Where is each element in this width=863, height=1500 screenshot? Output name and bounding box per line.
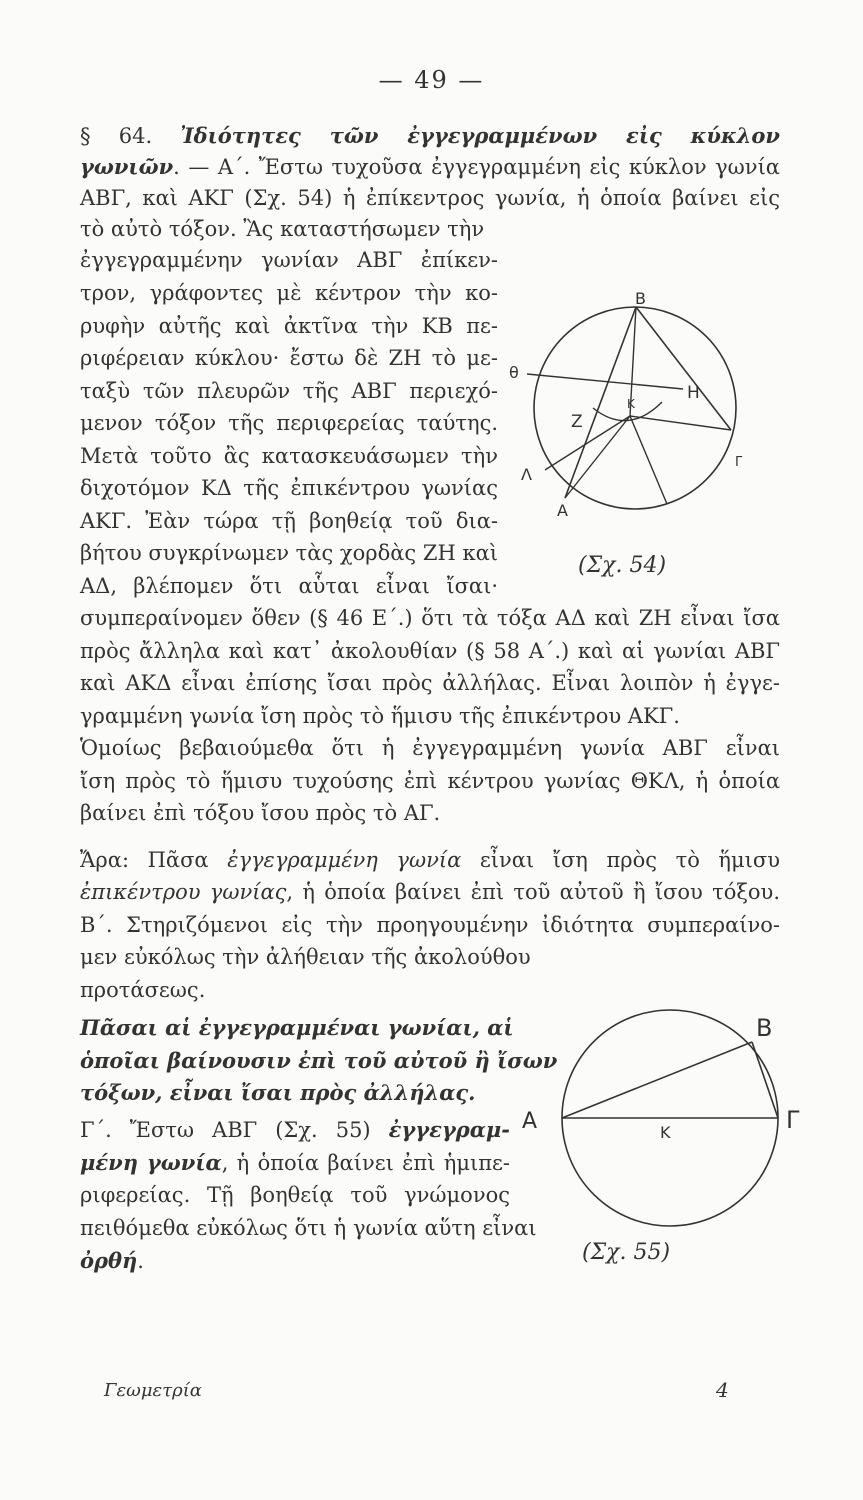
text-line bbox=[80, 474, 498, 502]
text-segment: πρὸς ἄλληλα καὶ κατ᾽ ἀκολουθίαν (§ 58 Α΄.) καὶ αἱ γωνίαι ΑΒΓ bbox=[80, 639, 780, 663]
text-segment: ὀρθή bbox=[80, 1248, 138, 1273]
text-segment: πειθόμεθα εὐκόλως ὅτι ἡ γωνία αὕτη εἶναι bbox=[80, 1216, 537, 1240]
text-segment: συμπεραίνομεν ὅθεν (§ 46 Ε΄.) ὅτι τὰ τόξα ΑΔ καὶ ΖΗ εἶναι ἴσα bbox=[80, 606, 780, 630]
text-segment: ΑΒΓ, καὶ ΑΚΓ (Σχ. 54) ἡ ἐπίκεντρος γωνία, ἡ ὁποία βαίνει εἰς bbox=[80, 186, 780, 210]
text-segment: , ἡ ὁποία βαίνει ἐπὶ τοῦ αὐτοῦ ἢ ἴσου τόξου. bbox=[286, 880, 780, 904]
fig54-label-z: Z bbox=[571, 412, 583, 432]
text-segment: γραμμένη γωνία ἴση πρὸς τὸ ἥμισυ τῆς ἐπικέντρου ΑΚΓ. bbox=[80, 704, 680, 728]
text-line bbox=[80, 1247, 780, 1275]
text-segment: καὶ ΑΚΔ εἶναι ἐπίσης ἴσαι πρὸς ἀλλήλας. Εἶναι λοιπὸν ἡ ἐγγε- bbox=[80, 671, 780, 695]
text-segment: ἐγγεγραμμένην γωνίαν ΑΒΓ ἐπίκεν- bbox=[80, 248, 498, 272]
text-line bbox=[80, 344, 498, 372]
text-segment: τρον, γράφοντες μὲ κέντρον τὴν κο- bbox=[80, 281, 498, 305]
text-segment: Πᾶσαι αἱ ἐγγεγραμμέναι γωνίαι, αἱ bbox=[80, 1015, 514, 1040]
text-line bbox=[80, 279, 498, 307]
fig54-label-a: A bbox=[557, 501, 568, 520]
text-segment: ΑΔ, βλέπομεν ὅτι αὗται εἶναι ἴσαι· bbox=[80, 574, 498, 598]
text-line bbox=[80, 669, 780, 697]
text-line bbox=[80, 1116, 510, 1144]
fig55-label-b: B bbox=[756, 1014, 773, 1042]
text-segment: ΑΚΓ. Ἐὰν τώρα τῇ βοηθείᾳ τοῦ δια- bbox=[80, 509, 498, 533]
fig54-label-l: Λ bbox=[521, 465, 532, 484]
text-segment: εἶναι ἴση πρὸς τὸ ἥμισυ bbox=[461, 848, 780, 872]
footer-signature: 4 bbox=[716, 1378, 729, 1402]
fig54-label-k: K bbox=[627, 397, 635, 411]
text-segment: Β΄. Στηριζόμενοι εἰς τὴν προηγουμένην ἰδιότητα συμπεραίνο- bbox=[80, 913, 780, 937]
text-segment: . — Α΄. Ἔστω τυχοῦσα ἐγγεγραμμένη εἰς κύκλον γωνία bbox=[173, 155, 780, 179]
text-segment: § 64. bbox=[80, 124, 181, 148]
text-segment: τόξων, εἶναι ἴσαι πρὸς ἀλλήλας. bbox=[80, 1080, 476, 1105]
text-line bbox=[80, 911, 780, 939]
fig54-label-b: B bbox=[635, 289, 646, 308]
fig54-label-g: Γ bbox=[735, 455, 743, 470]
text-segment: διχοτόμον ΚΔ τῆς ἐπικέντρου γωνίας bbox=[80, 476, 498, 500]
fig54-label-h: H bbox=[687, 383, 700, 403]
text-line bbox=[80, 799, 780, 827]
text-segment: βήτου συγκρίνωμεν τὰς χορδὰς ΖΗ καὶ bbox=[80, 541, 498, 565]
text-segment: προτάσεως. bbox=[80, 978, 206, 1002]
text-segment: μεν εὐκόλως τὴν ἀλήθειαν τῆς ἀκολούθου bbox=[80, 945, 531, 969]
figure-54-diagram bbox=[505, 290, 765, 530]
text-line bbox=[80, 1014, 514, 1042]
text-segment: ἐγγεγραμμένη γωνία bbox=[227, 848, 462, 872]
text-line bbox=[80, 377, 498, 405]
page-number: — 49 — bbox=[378, 66, 485, 94]
text-line bbox=[80, 1214, 537, 1242]
text-segment: Γ΄. Ἔστω ΑΒΓ (Σχ. 55) bbox=[80, 1118, 389, 1142]
text-line bbox=[80, 153, 780, 181]
text-line bbox=[80, 1047, 558, 1075]
text-segment: ρυφὴν αὐτῆς καὶ ἀκτῖνα τὴν ΚΒ πε- bbox=[80, 314, 498, 338]
text-segment: ριφερείας. Τῇ βοηθείᾳ τοῦ γνώμονος bbox=[80, 1183, 510, 1207]
text-segment: βαίνει ἐπὶ τόξου ἴσου πρὸς τὸ ΑΓ. bbox=[80, 801, 441, 825]
fig54-label-theta: θ bbox=[509, 363, 519, 382]
text-segment: ὁποῖαι βαίνουσιν ἐπὶ τοῦ αὐτοῦ ἢ ἴσων bbox=[80, 1048, 558, 1073]
text-segment: Ἰδιότητες τῶν ἐγγεγραμμένων εἰς κύκλον bbox=[180, 123, 780, 148]
text-segment: γωνιῶν bbox=[80, 154, 174, 179]
text-segment: , ἡ ὁποία βαίνει ἐπὶ ἡμιπε- bbox=[221, 1151, 510, 1175]
text-line bbox=[80, 507, 498, 535]
text-segment: Μετὰ τοῦτο ἂς κατασκευάσωμεν τὴν bbox=[80, 444, 498, 468]
figure-54-caption: (Σχ. 54) bbox=[578, 553, 667, 578]
text-line bbox=[80, 312, 498, 340]
text-segment: . bbox=[137, 1249, 144, 1273]
text-line bbox=[80, 184, 780, 212]
text-line bbox=[80, 572, 498, 600]
fig55-label-k: K bbox=[660, 1123, 671, 1142]
fig55-label-g: Γ bbox=[786, 1106, 800, 1134]
figure-55-caption: (Σχ. 55) bbox=[582, 1240, 671, 1265]
text-segment: ἐπικέντρου γωνίας bbox=[80, 880, 287, 904]
text-line bbox=[80, 637, 780, 665]
text-line bbox=[80, 122, 780, 150]
text-line bbox=[80, 767, 780, 795]
text-line bbox=[80, 1149, 510, 1177]
text-line bbox=[80, 215, 780, 243]
text-line bbox=[80, 246, 498, 274]
text-line bbox=[80, 734, 780, 762]
text-line bbox=[80, 846, 780, 874]
text-segment: τὸ αὐτὸ τόξον. Ἂς καταστήσωμεν τὴν bbox=[80, 217, 485, 241]
text-line bbox=[80, 409, 498, 437]
footer-title: Γεωμετρία bbox=[104, 1380, 202, 1401]
figure-55-diagram bbox=[520, 1000, 820, 1230]
text-segment: μενον τόξον τῆς περιφερείας ταύτης. bbox=[80, 411, 498, 435]
fig55-label-a: A bbox=[522, 1109, 538, 1134]
text-line bbox=[80, 943, 780, 971]
text-line bbox=[80, 604, 780, 632]
text-line bbox=[80, 539, 498, 567]
text-line bbox=[80, 702, 780, 730]
text-segment: ἴση πρὸς τὸ ἥμισυ τυχούσης ἐπὶ κέντρου γωνίας ΘΚΛ, ἡ ὁποία bbox=[80, 769, 780, 793]
text-segment: ἐγγεγραμ- bbox=[388, 1117, 510, 1142]
text-segment: ταξὺ τῶν πλευρῶν τῆς ΑΒΓ περιεχό- bbox=[80, 379, 498, 403]
text-segment: Ἄρα: Πᾶσα bbox=[80, 848, 228, 872]
text-segment: μένη γωνία bbox=[80, 1150, 222, 1175]
text-segment: ριφέρειαν κύκλου· ἔστω δὲ ΖΗ τὸ με- bbox=[80, 346, 498, 370]
text-line bbox=[80, 878, 780, 906]
text-line bbox=[80, 442, 498, 470]
text-segment: Ὁμοίως βεβαιούμεθα ὅτι ἡ ἐγγεγραμμένη γωνία ΑΒΓ εἶναι bbox=[80, 736, 780, 760]
text-line bbox=[80, 1181, 510, 1209]
